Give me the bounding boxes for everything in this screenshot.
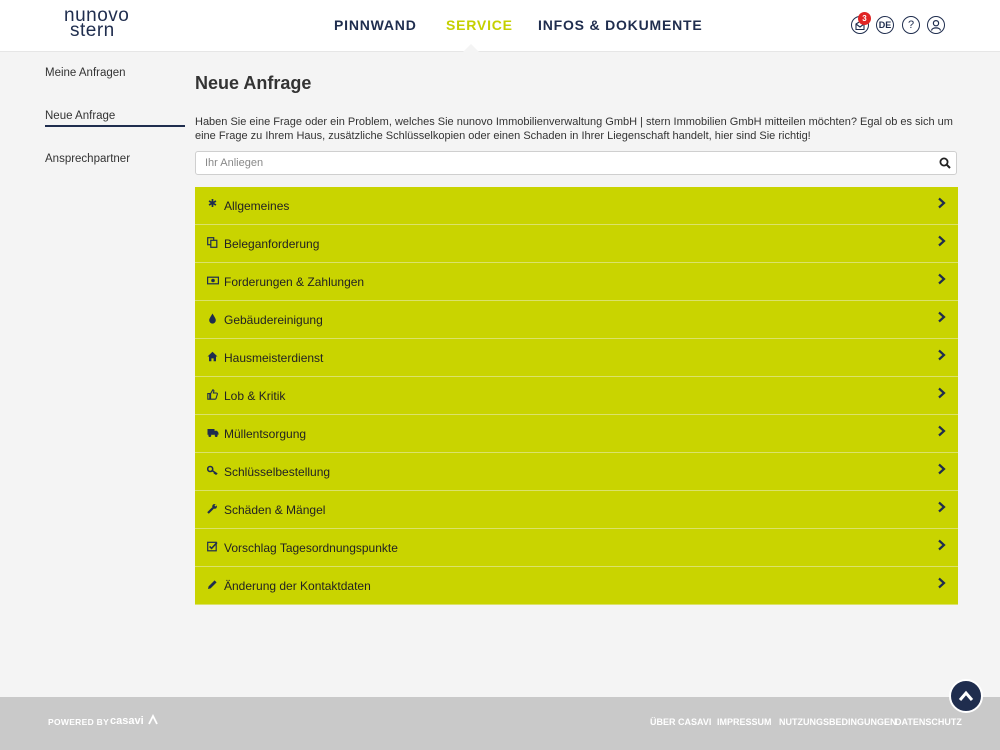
category-vorschlag-tagesordnungspunkte[interactable] <box>195 529 958 567</box>
truck-icon <box>207 427 218 438</box>
search-input[interactable] <box>196 152 935 174</box>
key-icon <box>207 465 218 476</box>
casavi-logo[interactable] <box>110 714 159 727</box>
category-label: Allgemeines <box>224 199 290 213</box>
search-icon[interactable] <box>939 157 951 169</box>
money-icon <box>207 275 218 286</box>
category-gebaeudereinigung[interactable] <box>195 301 958 339</box>
footer-link-ueber-casavi[interactable]: ÜBER CASAVI <box>650 717 712 727</box>
casavi-mark-icon <box>147 714 159 726</box>
category-label: Schlüsselbestellung <box>224 465 331 479</box>
documents-icon <box>207 237 218 248</box>
nav-service[interactable]: SERVICE <box>446 17 513 33</box>
category-label: Änderung der Kontaktdaten <box>224 579 371 593</box>
sidebar-item-neue-anfrage[interactable]: Neue Anfrage <box>45 110 116 122</box>
user-profile-icon[interactable] <box>927 16 945 34</box>
powered-by-label: POWERED BY <box>48 717 110 727</box>
category-label: Vorschlag Tagesordnungspunkte <box>224 541 398 555</box>
category-beleganforderung[interactable] <box>195 225 958 263</box>
wrench-icon <box>207 503 218 514</box>
checkbox-icon <box>207 541 218 552</box>
top-header <box>0 0 1000 52</box>
chevron-right-icon <box>937 463 946 475</box>
active-nav-caret <box>463 44 479 52</box>
home-icon <box>207 351 218 362</box>
category-allgemeines[interactable] <box>195 187 958 225</box>
category-label: Schäden & Mängel <box>224 503 326 517</box>
chevron-right-icon <box>937 501 946 513</box>
category-label: Lob & Kritik <box>224 389 286 403</box>
nav-pinnwand[interactable]: PINNWAND <box>334 17 417 33</box>
footer-link-impressum[interactable]: IMPRESSUM <box>717 717 772 727</box>
pencil-icon <box>207 579 218 590</box>
help-icon[interactable]: ? <box>902 16 920 34</box>
nav-infos-dokumente[interactable]: INFOS & DOKUMENTE <box>538 17 703 33</box>
category-schaeden-maengel[interactable] <box>195 491 958 529</box>
chevron-right-icon <box>937 539 946 551</box>
category-label: Müllentsorgung <box>224 427 307 441</box>
logo-line-1: nunovo <box>64 5 130 26</box>
category-lob-kritik[interactable] <box>195 377 958 415</box>
category-label: Hausmeisterdienst <box>224 351 324 365</box>
casavi-logo-text: casavi <box>110 715 144 727</box>
chevron-right-icon <box>937 311 946 323</box>
language-selector[interactable]: DE <box>876 16 894 34</box>
category-forderungen-zahlungen[interactable] <box>195 263 958 301</box>
main-nav <box>0 0 1000 51</box>
footer-link-nutzungsbedingungen[interactable]: NUTZUNGSBEDINGUNGEN <box>779 717 897 727</box>
sidebar-item-ansprechpartner[interactable]: Ansprechpartner <box>45 153 131 165</box>
chevron-up-icon <box>958 690 974 702</box>
scroll-to-top-button[interactable] <box>949 679 983 713</box>
sidebar-active-underline <box>45 125 185 127</box>
chevron-right-icon <box>937 197 946 209</box>
notification-badge: 3 <box>858 12 871 25</box>
chevron-right-icon <box>937 349 946 361</box>
category-aenderung-kontaktdaten[interactable] <box>195 567 958 605</box>
footer-link-datenschutz[interactable]: DATENSCHUTZ <box>895 717 962 727</box>
page-title: Neue Anfrage <box>195 73 312 93</box>
chevron-right-icon <box>937 273 946 285</box>
intro-text: Haben Sie eine Frage oder ein Problem, welches Sie nunovo Immobilienverwaltung GmbH | stern Immobilien GmbH mitteilen möchten? Egal ob es sich um eine Frage zu Ihrem Haus, zusätzliche Schlüsselkopien oder einen Schaden in Ihrer Liegenschaft handelt, hier sind Sie richtig! <box>195 116 953 142</box>
category-muellentsorgung[interactable] <box>195 415 958 453</box>
chevron-right-icon <box>937 387 946 399</box>
category-hausmeisterdienst[interactable] <box>195 339 958 377</box>
category-schluesselbestellung[interactable] <box>195 453 958 491</box>
category-label: Beleganforderung <box>224 237 320 251</box>
search-box <box>195 151 957 175</box>
category-label: Gebäudereinigung <box>224 313 323 327</box>
logo-line-2: stern <box>70 20 115 41</box>
category-label: Forderungen & Zahlungen <box>224 275 365 289</box>
drop-icon <box>207 313 218 324</box>
chevron-right-icon <box>937 577 946 589</box>
category-list <box>195 187 958 605</box>
asterisk-icon: ✱ <box>207 198 218 210</box>
page-footer <box>0 697 1000 750</box>
chevron-right-icon <box>937 235 946 247</box>
sidebar-item-meine-anfragen[interactable]: Meine Anfragen <box>45 67 126 79</box>
chevron-right-icon <box>937 425 946 437</box>
thumbs-up-icon <box>207 389 218 400</box>
